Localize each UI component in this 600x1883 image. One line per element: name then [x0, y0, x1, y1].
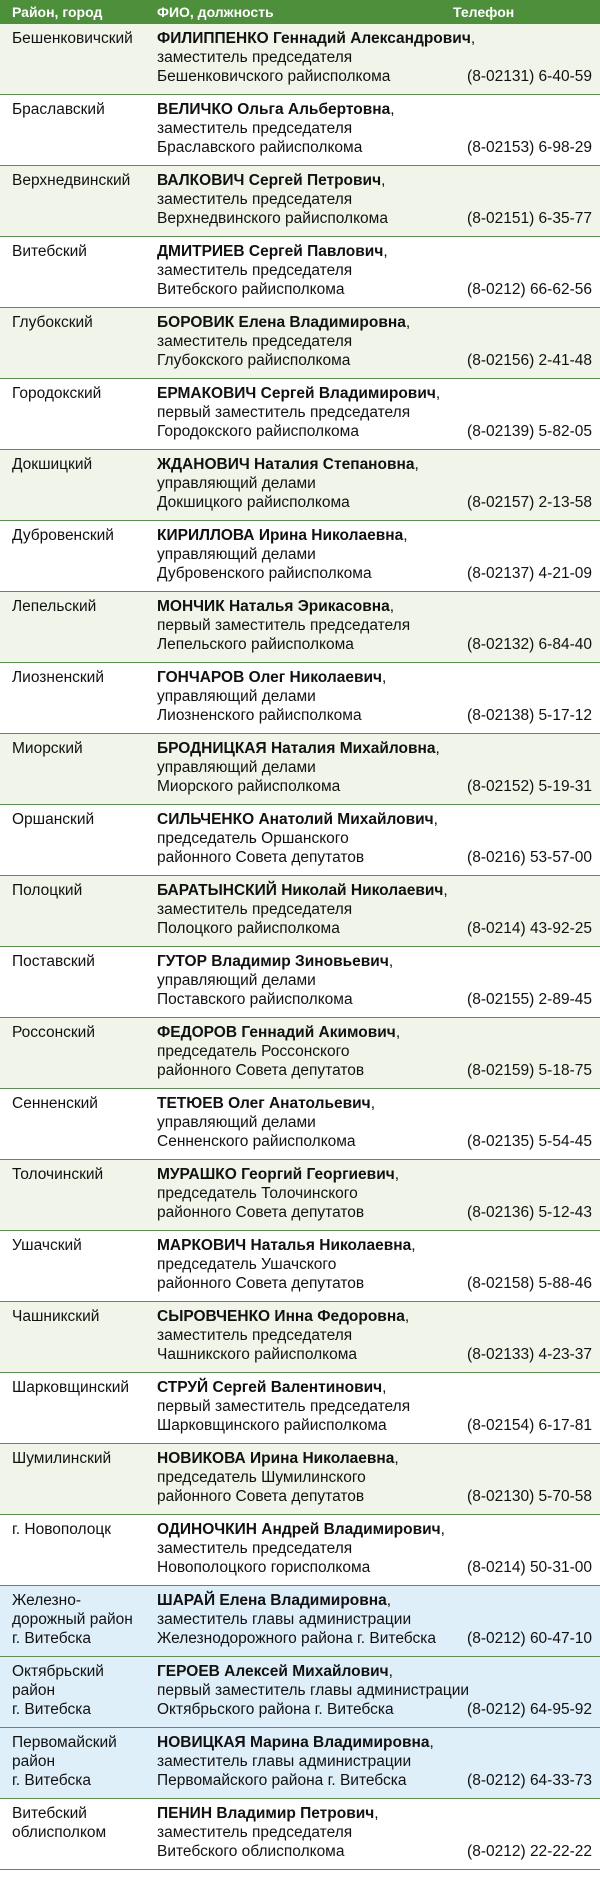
organization-name: Глубокского райисполкома — [157, 352, 351, 369]
first-names: Геннадий Акимович — [241, 1024, 396, 1041]
position-line: управляющий делами — [157, 546, 316, 563]
position-line: заместитель председателя — [157, 901, 353, 918]
person-cell — [147, 1373, 600, 1443]
organization-name: Верхнедвинского райисполкома — [157, 210, 388, 227]
organization-name: Поставского райисполкома — [157, 991, 353, 1008]
district-cell — [0, 663, 147, 733]
person-cell — [147, 24, 600, 94]
first-names: Сергей Владимирович — [260, 385, 436, 402]
district-line: г. Витебска — [12, 1630, 91, 1647]
last-name: БРОДНИЦКАЯ — [157, 740, 267, 757]
phone-number: (8-0212) 22-22-22 — [467, 1843, 592, 1860]
table-row — [0, 1586, 600, 1657]
phone-number: (8-0214) 50-31-00 — [467, 1559, 592, 1576]
table-row — [0, 1302, 600, 1373]
organization-name: Браславского райисполкома — [157, 139, 363, 156]
person-cell — [147, 1657, 600, 1727]
last-name: СЫРОВЧЕНКО — [157, 1308, 271, 1325]
position-line: заместитель председателя — [157, 1540, 353, 1557]
person-cell — [147, 734, 600, 804]
district-line: Миорский — [12, 740, 83, 757]
table-row — [0, 1018, 600, 1089]
organization-line — [157, 1274, 592, 1293]
district-line: Первомайский — [12, 1734, 117, 1751]
last-name: ГЕРОЕВ — [157, 1663, 220, 1680]
district-cell — [0, 1018, 147, 1088]
organization-line — [157, 1629, 592, 1648]
district-line: Оршанский — [12, 811, 95, 828]
district-cell — [0, 237, 147, 307]
district-line: Витебский — [12, 1805, 87, 1822]
first-names: Сергей Павлович — [248, 243, 384, 260]
first-names: Георгий Георгиевич — [241, 1166, 395, 1183]
person-name: НОВИКОВА Ирина Николаевна, — [157, 1450, 399, 1467]
district-cell — [0, 450, 147, 520]
person-cell — [147, 592, 600, 662]
first-names: Ольга Альбертовна — [237, 101, 391, 118]
table-row — [0, 1231, 600, 1302]
organization-line — [157, 493, 592, 512]
first-names: Наталия Михайловна — [270, 740, 436, 757]
organization-line — [157, 1487, 592, 1506]
organization-line — [157, 138, 592, 157]
first-names: Ирина Николаевна — [250, 1450, 395, 1467]
position-line: председатель Толочинского — [157, 1185, 358, 1202]
person-name: ГУТОР Владимир Зиновьевич, — [157, 953, 394, 970]
organization-line — [157, 777, 592, 796]
district-cell — [0, 947, 147, 1017]
organization-name: Лепельского райисполкома — [157, 636, 354, 653]
position-line: заместитель председателя — [157, 49, 353, 66]
organization-name: Лиозненского райисполкома — [157, 707, 362, 724]
position-line: первый заместитель главы администрации — [157, 1682, 470, 1699]
phone-number: (8-0212) 66-62-56 — [467, 281, 592, 298]
district-cell — [0, 1302, 147, 1372]
last-name: НОВИКОВА — [157, 1450, 246, 1467]
district-cell — [0, 95, 147, 165]
position-line: заместитель председателя — [157, 262, 353, 279]
position-line: управляющий делами — [157, 688, 316, 705]
phone-number: (8-0212) 64-95-92 — [467, 1701, 592, 1718]
person-name: МУРАШКО Георгий Георгиевич, — [157, 1166, 400, 1183]
person-cell — [147, 379, 600, 449]
person-cell — [147, 1231, 600, 1301]
person-name: ПЕНИН Владимир Петрович, — [157, 1805, 379, 1822]
last-name: СИЛЬЧЕНКО — [157, 811, 255, 828]
person-cell — [147, 95, 600, 165]
organization-name: Первомайского района г. Витебска — [157, 1772, 407, 1789]
district-cell — [0, 308, 147, 378]
first-names: Алексей Михайлович — [224, 1663, 389, 1680]
phone-number: (8-0216) 53-57-00 — [467, 849, 592, 866]
position-line: заместитель главы администрации — [157, 1753, 412, 1770]
phone-number: (8-02156) 2-41-48 — [467, 352, 592, 369]
district-line: г. Витебска — [12, 1701, 91, 1718]
district-cell — [0, 1160, 147, 1230]
district-cell — [0, 24, 147, 94]
district-cell — [0, 521, 147, 591]
table-row — [0, 592, 600, 663]
last-name: МОНЧИК — [157, 598, 225, 615]
last-name: ЕРМАКОВИЧ — [157, 385, 257, 402]
district-line: район — [12, 1682, 56, 1699]
district-line: Ушачский — [12, 1237, 82, 1254]
person-name: БРОДНИЦКАЯ Наталия Михайловна, — [157, 740, 440, 757]
phone-number: (8-0214) 43-92-25 — [467, 920, 592, 937]
table-row — [0, 1160, 600, 1231]
organization-name: районного Совета депутатов — [157, 1488, 365, 1505]
district-line: Лепельский — [12, 598, 97, 615]
table-row — [0, 805, 600, 876]
table-row — [0, 663, 600, 734]
person-name: ДМИТРИЕВ Сергей Павлович, — [157, 243, 388, 260]
table-row — [0, 734, 600, 805]
last-name: ШАРАЙ — [157, 1592, 216, 1609]
district-line: облисполком — [12, 1824, 107, 1841]
organization-name: Миорского райисполкома — [157, 778, 341, 795]
phone-number: (8-02132) 6-84-40 — [467, 636, 592, 653]
last-name: МУРАШКО — [157, 1166, 237, 1183]
table-row — [0, 1089, 600, 1160]
first-names: Наталья Эрикасовна — [228, 598, 390, 615]
district-line: Поставский — [12, 953, 95, 970]
organization-name: районного Совета депутатов — [157, 1275, 365, 1292]
table-row — [0, 947, 600, 1018]
first-names: Олег Анатольевич — [228, 1095, 371, 1112]
person-name: ГЕРОЕВ Алексей Михайлович, — [157, 1663, 393, 1680]
district-line: Городокский — [12, 385, 102, 402]
position-line: заместитель председателя — [157, 191, 353, 208]
first-names: Владимир Зиновьевич — [211, 953, 389, 970]
position-line: первый заместитель председателя — [157, 1398, 411, 1415]
district-line: Глубокский — [12, 314, 93, 331]
person-cell — [147, 947, 600, 1017]
organization-name: Октябрьского района г. Витебска — [157, 1701, 394, 1718]
table-row — [0, 95, 600, 166]
district-cell — [0, 379, 147, 449]
person-name: ЕРМАКОВИЧ Сергей Владимирович, — [157, 385, 441, 402]
organization-line — [157, 1345, 592, 1364]
phone-number: (8-02158) 5-88-46 — [467, 1275, 592, 1292]
last-name: ВАЛКОВИЧ — [157, 172, 245, 189]
organization-name: Витебского райисполкома — [157, 281, 345, 298]
organization-name: районного Совета депутатов — [157, 1204, 365, 1221]
first-names: Елена Владимировна — [238, 314, 406, 331]
table-row — [0, 1799, 600, 1870]
phone-number: (8-02152) 5-19-31 — [467, 778, 592, 795]
first-names: Елена Владимировна — [219, 1592, 387, 1609]
person-cell — [147, 663, 600, 733]
last-name: ПЕНИН — [157, 1805, 213, 1822]
organization-line — [157, 351, 592, 370]
person-name: ТЕТЮЕВ Олег Анатольевич, — [157, 1095, 375, 1112]
organization-name: Чашникского райисполкома — [157, 1346, 358, 1363]
organization-line — [157, 1203, 592, 1222]
person-cell — [147, 1302, 600, 1372]
district-cell — [0, 1444, 147, 1514]
person-cell — [147, 1160, 600, 1230]
district-cell — [0, 876, 147, 946]
person-cell — [147, 1586, 600, 1656]
district-cell — [0, 1089, 147, 1159]
person-name: МОНЧИК Наталья Эрикасовна, — [157, 598, 395, 615]
first-names: Сергей Петрович — [248, 172, 382, 189]
organization-name: Городокского райисполкома — [157, 423, 359, 440]
first-names: Наталия Степановна — [254, 456, 415, 473]
organization-line — [157, 848, 592, 867]
last-name: ГУТОР — [157, 953, 207, 970]
district-line: Сенненский — [12, 1095, 98, 1112]
last-name: ДМИТРИЕВ — [157, 243, 245, 260]
last-name: СТРУЙ — [157, 1379, 209, 1396]
phone-number: (8-02159) 5-18-75 — [467, 1062, 592, 1079]
last-name: МАРКОВИЧ — [157, 1237, 247, 1254]
last-name: БОРОВИК — [157, 314, 235, 331]
last-name: ЖДАНОВИЧ — [157, 456, 250, 473]
organization-line — [157, 209, 592, 228]
first-names: Владимир Петрович — [216, 1805, 375, 1822]
person-cell — [147, 1799, 600, 1869]
district-line: г. Новополоцк — [12, 1521, 112, 1538]
last-name: НОВИЦКАЯ — [157, 1734, 246, 1751]
person-name: БОРОВИК Елена Владимировна, — [157, 314, 411, 331]
person-name: ВЕЛИЧКО Ольга Альбертовна, — [157, 101, 395, 118]
first-names: Ирина Николаевна — [258, 527, 404, 544]
district-line: Бешенковичский — [12, 30, 133, 47]
first-names: Марина Владимировна — [250, 1734, 430, 1751]
person-name: ОДИНОЧКИН Андрей Владимирович, — [157, 1521, 445, 1538]
person-cell — [147, 166, 600, 236]
position-line: управляющий делами — [157, 759, 316, 776]
first-names: Андрей Владимирович — [261, 1521, 441, 1538]
phone-number: (8-02131) 6-40-59 — [467, 68, 592, 85]
person-cell — [147, 521, 600, 591]
table-row — [0, 1515, 600, 1586]
organization-name: Новополоцкого горисполкома — [157, 1559, 371, 1576]
district-line: Докшицкий — [12, 456, 93, 473]
first-names: Инна Федоровна — [274, 1308, 405, 1325]
first-names: Наталья Николаевна — [250, 1237, 412, 1254]
organization-line — [157, 1700, 592, 1719]
phone-number: (8-02137) 4-21-09 — [467, 565, 592, 582]
person-name: ФИЛИППЕНКО Геннадий Александрович, — [157, 30, 476, 47]
phone-number: (8-02130) 5-70-58 — [467, 1488, 592, 1505]
table-row — [0, 308, 600, 379]
organization-line — [157, 1416, 592, 1435]
organization-line — [157, 1558, 592, 1577]
position-line: председатель Шумилинского — [157, 1469, 366, 1486]
person-name: ВАЛКОВИЧ Сергей Петрович, — [157, 172, 386, 189]
table-row — [0, 379, 600, 450]
district-cell — [0, 1586, 147, 1656]
last-name: БАРАТЫНСКИЙ — [157, 882, 277, 899]
person-cell — [147, 237, 600, 307]
person-cell — [147, 1089, 600, 1159]
organization-name: Дубровенского райисполкома — [157, 565, 372, 582]
phone-number: (8-0212) 64-33-73 — [467, 1772, 592, 1789]
district-cell — [0, 1657, 147, 1727]
person-cell — [147, 1515, 600, 1585]
phone-number: (8-02135) 5-54-45 — [467, 1133, 592, 1150]
person-cell — [147, 805, 600, 875]
district-line: Железно- — [12, 1592, 82, 1609]
organization-name: Витебского облисполкома — [157, 1843, 345, 1860]
position-line: управляющий делами — [157, 1114, 316, 1131]
organization-line — [157, 1061, 592, 1080]
district-line: Толочинский — [12, 1166, 104, 1183]
district-line: Шумилинский — [12, 1450, 112, 1467]
person-cell — [147, 1018, 600, 1088]
district-line: Дубровенский — [12, 527, 114, 544]
district-line: Витебский — [12, 243, 87, 260]
table-row — [0, 24, 600, 95]
district-line: район — [12, 1753, 56, 1770]
phone-number: (8-02155) 2-89-45 — [467, 991, 592, 1008]
organization-line — [157, 706, 592, 725]
first-names: Сергей Валентинович — [212, 1379, 383, 1396]
person-cell — [147, 876, 600, 946]
table-body — [0, 24, 600, 1870]
phone-number: (8-02136) 5-12-43 — [467, 1204, 592, 1221]
person-cell — [147, 1728, 600, 1798]
district-line: Чашникский — [12, 1308, 100, 1325]
person-name: ЖДАНОВИЧ Наталия Степановна, — [157, 456, 419, 473]
last-name: ВЕЛИЧКО — [157, 101, 233, 118]
position-line: заместитель председателя — [157, 120, 353, 137]
organization-line — [157, 635, 592, 654]
first-names: Олег Николаевич — [248, 669, 383, 686]
organization-name: Сенненского райисполкома — [157, 1133, 356, 1150]
header-name: ФИО, должность — [157, 4, 274, 20]
position-line: заместитель председателя — [157, 1824, 353, 1841]
first-names: Николай Николаевич — [281, 882, 444, 899]
position-line: заместитель председателя — [157, 333, 353, 350]
phone-number: (8-02157) 2-13-58 — [467, 494, 592, 511]
organization-line — [157, 564, 592, 583]
header-district: Район, город — [12, 4, 103, 20]
last-name: ФИЛИППЕНКО — [157, 30, 269, 47]
position-line: первый заместитель председателя — [157, 404, 411, 421]
phone-number: (8-02153) 6-98-29 — [467, 139, 592, 156]
first-names: Анатолий Михайлович — [258, 811, 434, 828]
phone-number: (8-02133) 4-23-37 — [467, 1346, 592, 1363]
person-name: ФЕДОРОВ Геннадий Акимович, — [157, 1024, 401, 1041]
district-line: Россонский — [12, 1024, 95, 1041]
last-name: КИРИЛЛОВА — [157, 527, 255, 544]
phone-number: (8-02139) 5-82-05 — [467, 423, 592, 440]
phone-number: (8-02151) 6-35-77 — [467, 210, 592, 227]
table-row — [0, 876, 600, 947]
last-name: ФЕДОРОВ — [157, 1024, 238, 1041]
person-name: ГОНЧАРОВ Олег Николаевич, — [157, 669, 387, 686]
table-row — [0, 1728, 600, 1799]
district-cell — [0, 1799, 147, 1869]
last-name: ТЕТЮЕВ — [157, 1095, 224, 1112]
position-line: управляющий делами — [157, 475, 316, 492]
person-name: НОВИЦКАЯ Марина Владимировна, — [157, 1734, 434, 1751]
organization-line — [157, 1842, 592, 1861]
district-cell — [0, 734, 147, 804]
organization-line — [157, 67, 592, 86]
district-line: Октябрьский — [12, 1663, 104, 1680]
position-line: председатель Оршанского — [157, 830, 349, 847]
header-phone: Телефон — [453, 4, 515, 20]
district-cell — [0, 1231, 147, 1301]
table-row — [0, 1444, 600, 1515]
district-line: Браславский — [12, 101, 105, 118]
phone-number: (8-02154) 6-17-81 — [467, 1417, 592, 1434]
person-cell — [147, 450, 600, 520]
table-header — [0, 0, 600, 24]
person-name: СТРУЙ Сергей Валентинович, — [157, 1379, 387, 1396]
table-row — [0, 1373, 600, 1444]
organization-line — [157, 1771, 592, 1790]
person-name: МАРКОВИЧ Наталья Николаевна, — [157, 1237, 416, 1254]
table-row — [0, 166, 600, 237]
table-row — [0, 1657, 600, 1728]
organization-name: районного Совета депутатов — [157, 1062, 365, 1079]
organization-name: Шарковщинского райисполкома — [157, 1417, 387, 1434]
last-name: ГОНЧАРОВ — [157, 669, 245, 686]
organization-name: районного Совета депутатов — [157, 849, 365, 866]
person-cell — [147, 1444, 600, 1514]
table-row — [0, 450, 600, 521]
person-name: ШАРАЙ Елена Владимировна, — [157, 1592, 392, 1609]
district-cell — [0, 1515, 147, 1585]
district-cell — [0, 805, 147, 875]
organization-name: Докшицкого райисполкома — [157, 494, 350, 511]
person-name: КИРИЛЛОВА Ирина Николаевна, — [157, 527, 408, 544]
district-cell — [0, 592, 147, 662]
organization-name: Полоцкого райисполкома — [157, 920, 340, 937]
district-line: Полоцкий — [12, 882, 83, 899]
district-cell — [0, 1373, 147, 1443]
last-name: ОДИНОЧКИН — [157, 1521, 257, 1538]
table-row — [0, 521, 600, 592]
person-cell — [147, 308, 600, 378]
position-line: председатель Россонского — [157, 1043, 350, 1060]
position-line: заместитель председателя — [157, 1327, 353, 1344]
organization-line — [157, 990, 592, 1009]
person-name: БАРАТЫНСКИЙ Николай Николаевич, — [157, 882, 448, 899]
person-name: СЫРОВЧЕНКО Инна Федоровна, — [157, 1308, 410, 1325]
district-line: г. Витебска — [12, 1772, 91, 1789]
position-line: первый заместитель председателя — [157, 617, 411, 634]
organization-line — [157, 1132, 592, 1151]
position-line: управляющий делами — [157, 972, 316, 989]
organization-line — [157, 422, 592, 441]
position-line: председатель Ушачского — [157, 1256, 337, 1273]
district-line: Лиозненский — [12, 669, 104, 686]
organization-name: Бешенковичского райисполкома — [157, 68, 391, 85]
organization-name: Железнодорожного района г. Витебска — [157, 1630, 436, 1647]
district-line: Шарковщинский — [12, 1379, 130, 1396]
district-line: Верхнедвинский — [12, 172, 131, 189]
position-line: заместитель главы администрации — [157, 1611, 412, 1628]
organization-line — [157, 280, 592, 299]
first-names: Геннадий Александрович — [273, 30, 471, 47]
district-cell — [0, 1728, 147, 1798]
district-cell — [0, 166, 147, 236]
phone-number: (8-02138) 5-17-12 — [467, 707, 592, 724]
person-name: СИЛЬЧЕНКО Анатолий Михайлович, — [157, 811, 438, 828]
table-row — [0, 237, 600, 308]
phone-number: (8-0212) 60-47-10 — [467, 1630, 592, 1647]
organization-line — [157, 919, 592, 938]
district-line: дорожный район — [12, 1611, 133, 1628]
